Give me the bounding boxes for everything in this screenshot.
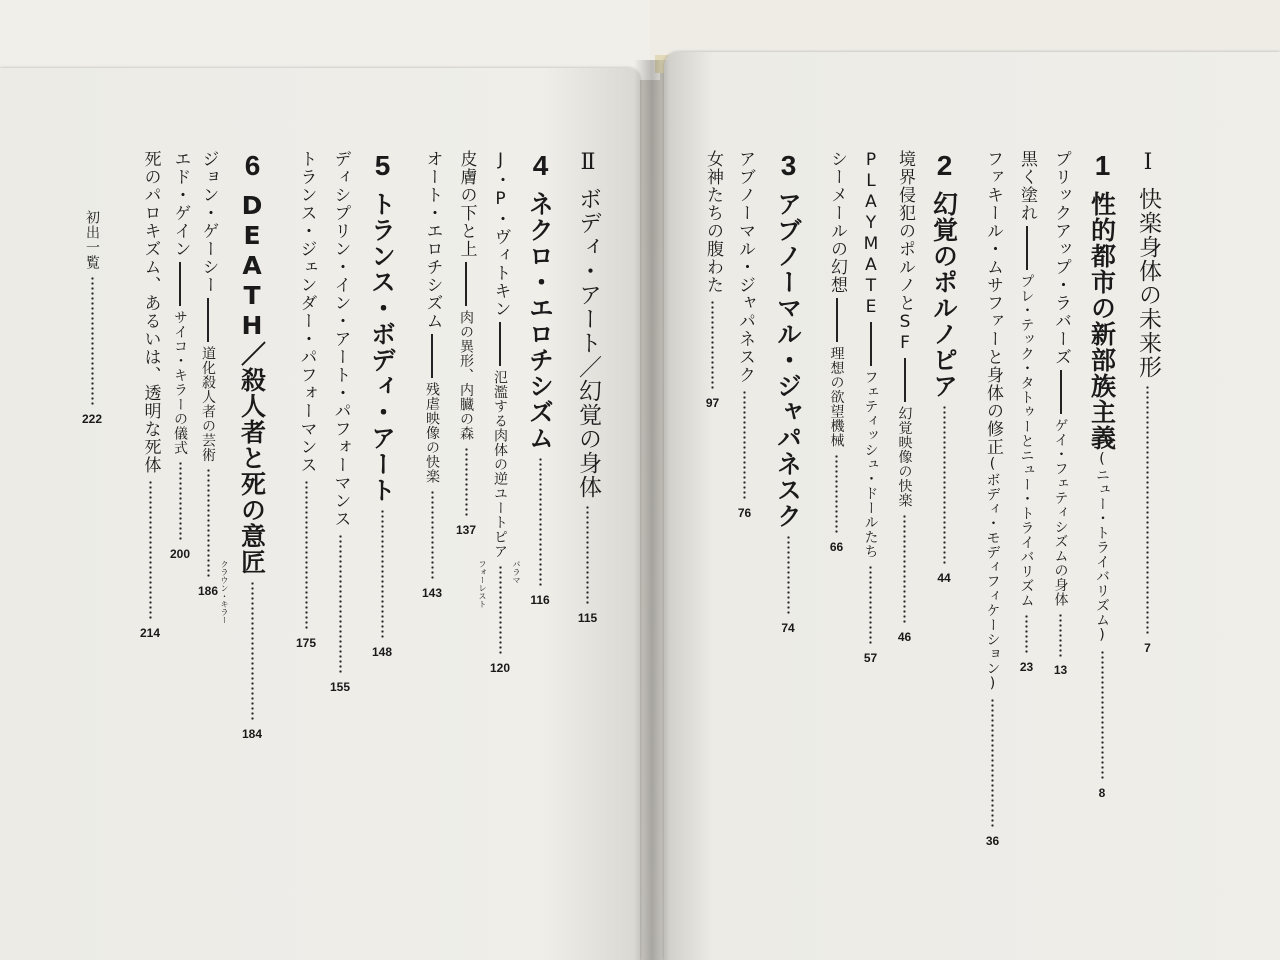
toc-chapter-2 <box>930 150 958 585</box>
entry-title: 初出一覧 <box>84 210 101 270</box>
entry-title: オート・エロチシズム <box>422 150 443 330</box>
page-number: 184 <box>241 727 263 741</box>
entry-subtitle: 道化殺人者の芸術 <box>200 346 217 462</box>
page-number: 155 <box>330 680 351 694</box>
toc-part-2 <box>576 150 599 625</box>
leader-dots <box>1059 613 1062 657</box>
book-cover-edge <box>650 0 1280 60</box>
leader-dots <box>835 454 838 534</box>
leader-dots <box>991 698 994 828</box>
entry-title: ディシプリン・イン・アート・パフォーマンス <box>330 150 351 528</box>
entry-subtitle: 残虐映像の快楽 <box>424 382 441 484</box>
leader-dots <box>465 447 468 517</box>
em-dash <box>207 298 209 342</box>
entry-note: (ボディ・モディフィケーション) <box>984 456 1001 692</box>
page-number: 200 <box>170 547 191 561</box>
chapter-number: 3 <box>773 150 804 181</box>
toc-chapter-5 <box>368 150 396 659</box>
entry-subtitle: 幻覚映像の快楽 <box>896 406 913 508</box>
toc-entry <box>1052 150 1069 677</box>
page-number: 116 <box>530 593 550 607</box>
leader-dots <box>743 390 746 500</box>
page-number: 13 <box>1053 662 1068 677</box>
chapter-title: トランス・ボディ・アート <box>367 191 397 503</box>
page-number: 66 <box>829 539 844 554</box>
leader-dots <box>1146 385 1149 635</box>
page-number: 148 <box>371 645 393 659</box>
page-number: 175 <box>296 636 317 650</box>
toc-entry <box>170 150 190 561</box>
part-title: 快楽身体の未来形 <box>1135 187 1161 379</box>
page-number: 137 <box>456 522 477 537</box>
leader-dots <box>586 505 589 605</box>
toc-entry <box>896 150 913 644</box>
toc-entry <box>296 150 316 650</box>
toc-chapter-4 <box>526 150 554 607</box>
chapter-number: 6 <box>237 150 268 181</box>
page-number: 76 <box>737 506 752 520</box>
ruby-annotation: フォーレスト <box>478 560 487 608</box>
leader-dots <box>381 509 384 639</box>
toc-entry <box>330 150 350 694</box>
toc-entry <box>422 150 442 600</box>
page-number: 222 <box>82 412 103 426</box>
em-dash <box>836 298 838 342</box>
entry-subtitle: 氾濫する肉体の逆ユートピア <box>492 370 509 559</box>
chapter-title: ネクロ・エロチシズム <box>525 191 555 451</box>
chapter-number: 5 <box>367 150 398 181</box>
entry-title: プリックアップ・ラバーズ <box>1051 150 1071 366</box>
page-number: 214 <box>140 626 161 640</box>
leader-dots <box>539 457 542 587</box>
em-dash <box>465 262 467 306</box>
ruby-annotation: クラウン・キラー <box>220 560 229 624</box>
leader-dots <box>943 405 946 565</box>
toc-entry <box>140 150 160 640</box>
leader-dots <box>869 565 872 645</box>
page-number: 97 <box>705 396 720 410</box>
chapter-title: 性的都市の新部族主義 <box>1087 191 1117 451</box>
entry-subtitle: プレ・テック・タトゥーとニュー・トライバリズム <box>1018 274 1035 608</box>
part-numeral: Ⅱ <box>575 150 601 175</box>
entry-title: 境界侵犯のポルノとSF <box>895 150 915 354</box>
toc-entry <box>1018 150 1035 674</box>
page-number: 115 <box>577 611 598 625</box>
toc-part-1 <box>1136 150 1159 655</box>
leader-dots <box>251 581 254 721</box>
entry-subtitle: ゲイ・フェティシズムの身体 <box>1052 418 1069 607</box>
toc-chapter-6 <box>238 150 266 741</box>
toc-entry <box>862 150 879 665</box>
page-number: 143 <box>422 585 443 600</box>
book-gutter <box>634 60 670 960</box>
page-number: 44 <box>937 571 951 585</box>
page-number: 74 <box>781 621 795 635</box>
toc-entry <box>198 150 218 598</box>
page-number: 8 <box>1098 785 1106 800</box>
entry-title: 黒く塗れ <box>1017 150 1037 222</box>
toc-entry <box>82 210 102 426</box>
toc-entry <box>736 150 753 520</box>
chapter-title: 幻覚のポルノピア <box>929 191 959 399</box>
entry-title: シーメールの幻想 <box>827 150 847 294</box>
entry-title: 死のパロキズム、あるいは、透明な死体 <box>140 150 161 474</box>
chapter-number: 4 <box>525 150 556 181</box>
entry-subtitle: 理想の欲望機械 <box>828 346 845 448</box>
entry-title: トランス・ジェンダー・パフォーマンス <box>296 150 317 474</box>
chapter-number: 1 <box>1087 150 1118 181</box>
leader-dots <box>149 480 152 620</box>
toc-entry <box>984 150 1001 848</box>
chapter-note: (ニュー・トライバリズム) <box>1094 451 1110 644</box>
toc-chapter-3 <box>774 150 802 635</box>
entry-subtitle: 肉の異形、内臓の森 <box>458 310 475 441</box>
em-dash <box>431 334 433 378</box>
part-title: ボディ・アート／幻覚の身体 <box>575 187 601 499</box>
toc-chapter-1 <box>1088 150 1116 800</box>
em-dash <box>1026 226 1028 270</box>
em-dash <box>870 322 872 366</box>
em-dash <box>179 262 181 306</box>
leader-dots <box>207 468 210 578</box>
page-number: 186 <box>198 584 219 598</box>
leader-dots <box>787 535 790 615</box>
entry-title: 皮膚の下と上 <box>456 150 477 258</box>
leader-dots <box>903 514 906 624</box>
em-dash <box>1060 370 1062 414</box>
chapter-number: 2 <box>929 150 960 181</box>
entry-title: エド・ゲイン <box>170 150 191 258</box>
toc-entry <box>490 150 510 675</box>
entry-subtitle: サイコ・キラーの儀式 <box>172 310 189 455</box>
leader-dots <box>339 534 342 674</box>
page-number: 7 <box>1144 641 1151 655</box>
leader-dots <box>305 480 308 630</box>
entry-subtitle: フェティッシュ・ドールたち <box>862 370 879 559</box>
page-number: 57 <box>863 650 878 665</box>
leader-dots <box>499 565 502 655</box>
chapter-title: DEATH／殺人者と死の意匠 <box>237 191 267 575</box>
entry-title: アブノーマル・ジャパネスク <box>735 150 755 384</box>
toc-entry <box>456 150 476 537</box>
page-number: 120 <box>490 660 511 675</box>
leader-dots <box>711 300 714 390</box>
em-dash <box>904 358 906 402</box>
entry-title: PLAYMATE <box>861 150 881 318</box>
toc-entry <box>704 150 721 410</box>
ruby-annotation: パラマ <box>512 560 521 584</box>
page-number: 46 <box>897 629 912 644</box>
entry-title: ジョン・ゲーシー <box>198 150 219 294</box>
toc-entry <box>828 150 845 554</box>
part-numeral: Ⅰ <box>1135 150 1161 175</box>
leader-dots <box>91 276 94 406</box>
leader-dots <box>1025 614 1028 654</box>
page-number: 36 <box>985 834 1000 848</box>
leader-dots <box>431 490 434 580</box>
page-number: 23 <box>1019 659 1034 674</box>
leader-dots <box>1101 650 1104 780</box>
right-page <box>664 52 1280 960</box>
em-dash <box>499 322 501 366</box>
entry-title: 女神たちの腹わた <box>703 150 723 294</box>
entry-title: J・P・ヴィトキン <box>490 150 511 318</box>
entry-title: ファキール・ムサファーと身体の修正 <box>983 150 1003 456</box>
leader-dots <box>179 461 182 541</box>
chapter-title: アブノーマル・ジャパネスク <box>773 191 803 529</box>
